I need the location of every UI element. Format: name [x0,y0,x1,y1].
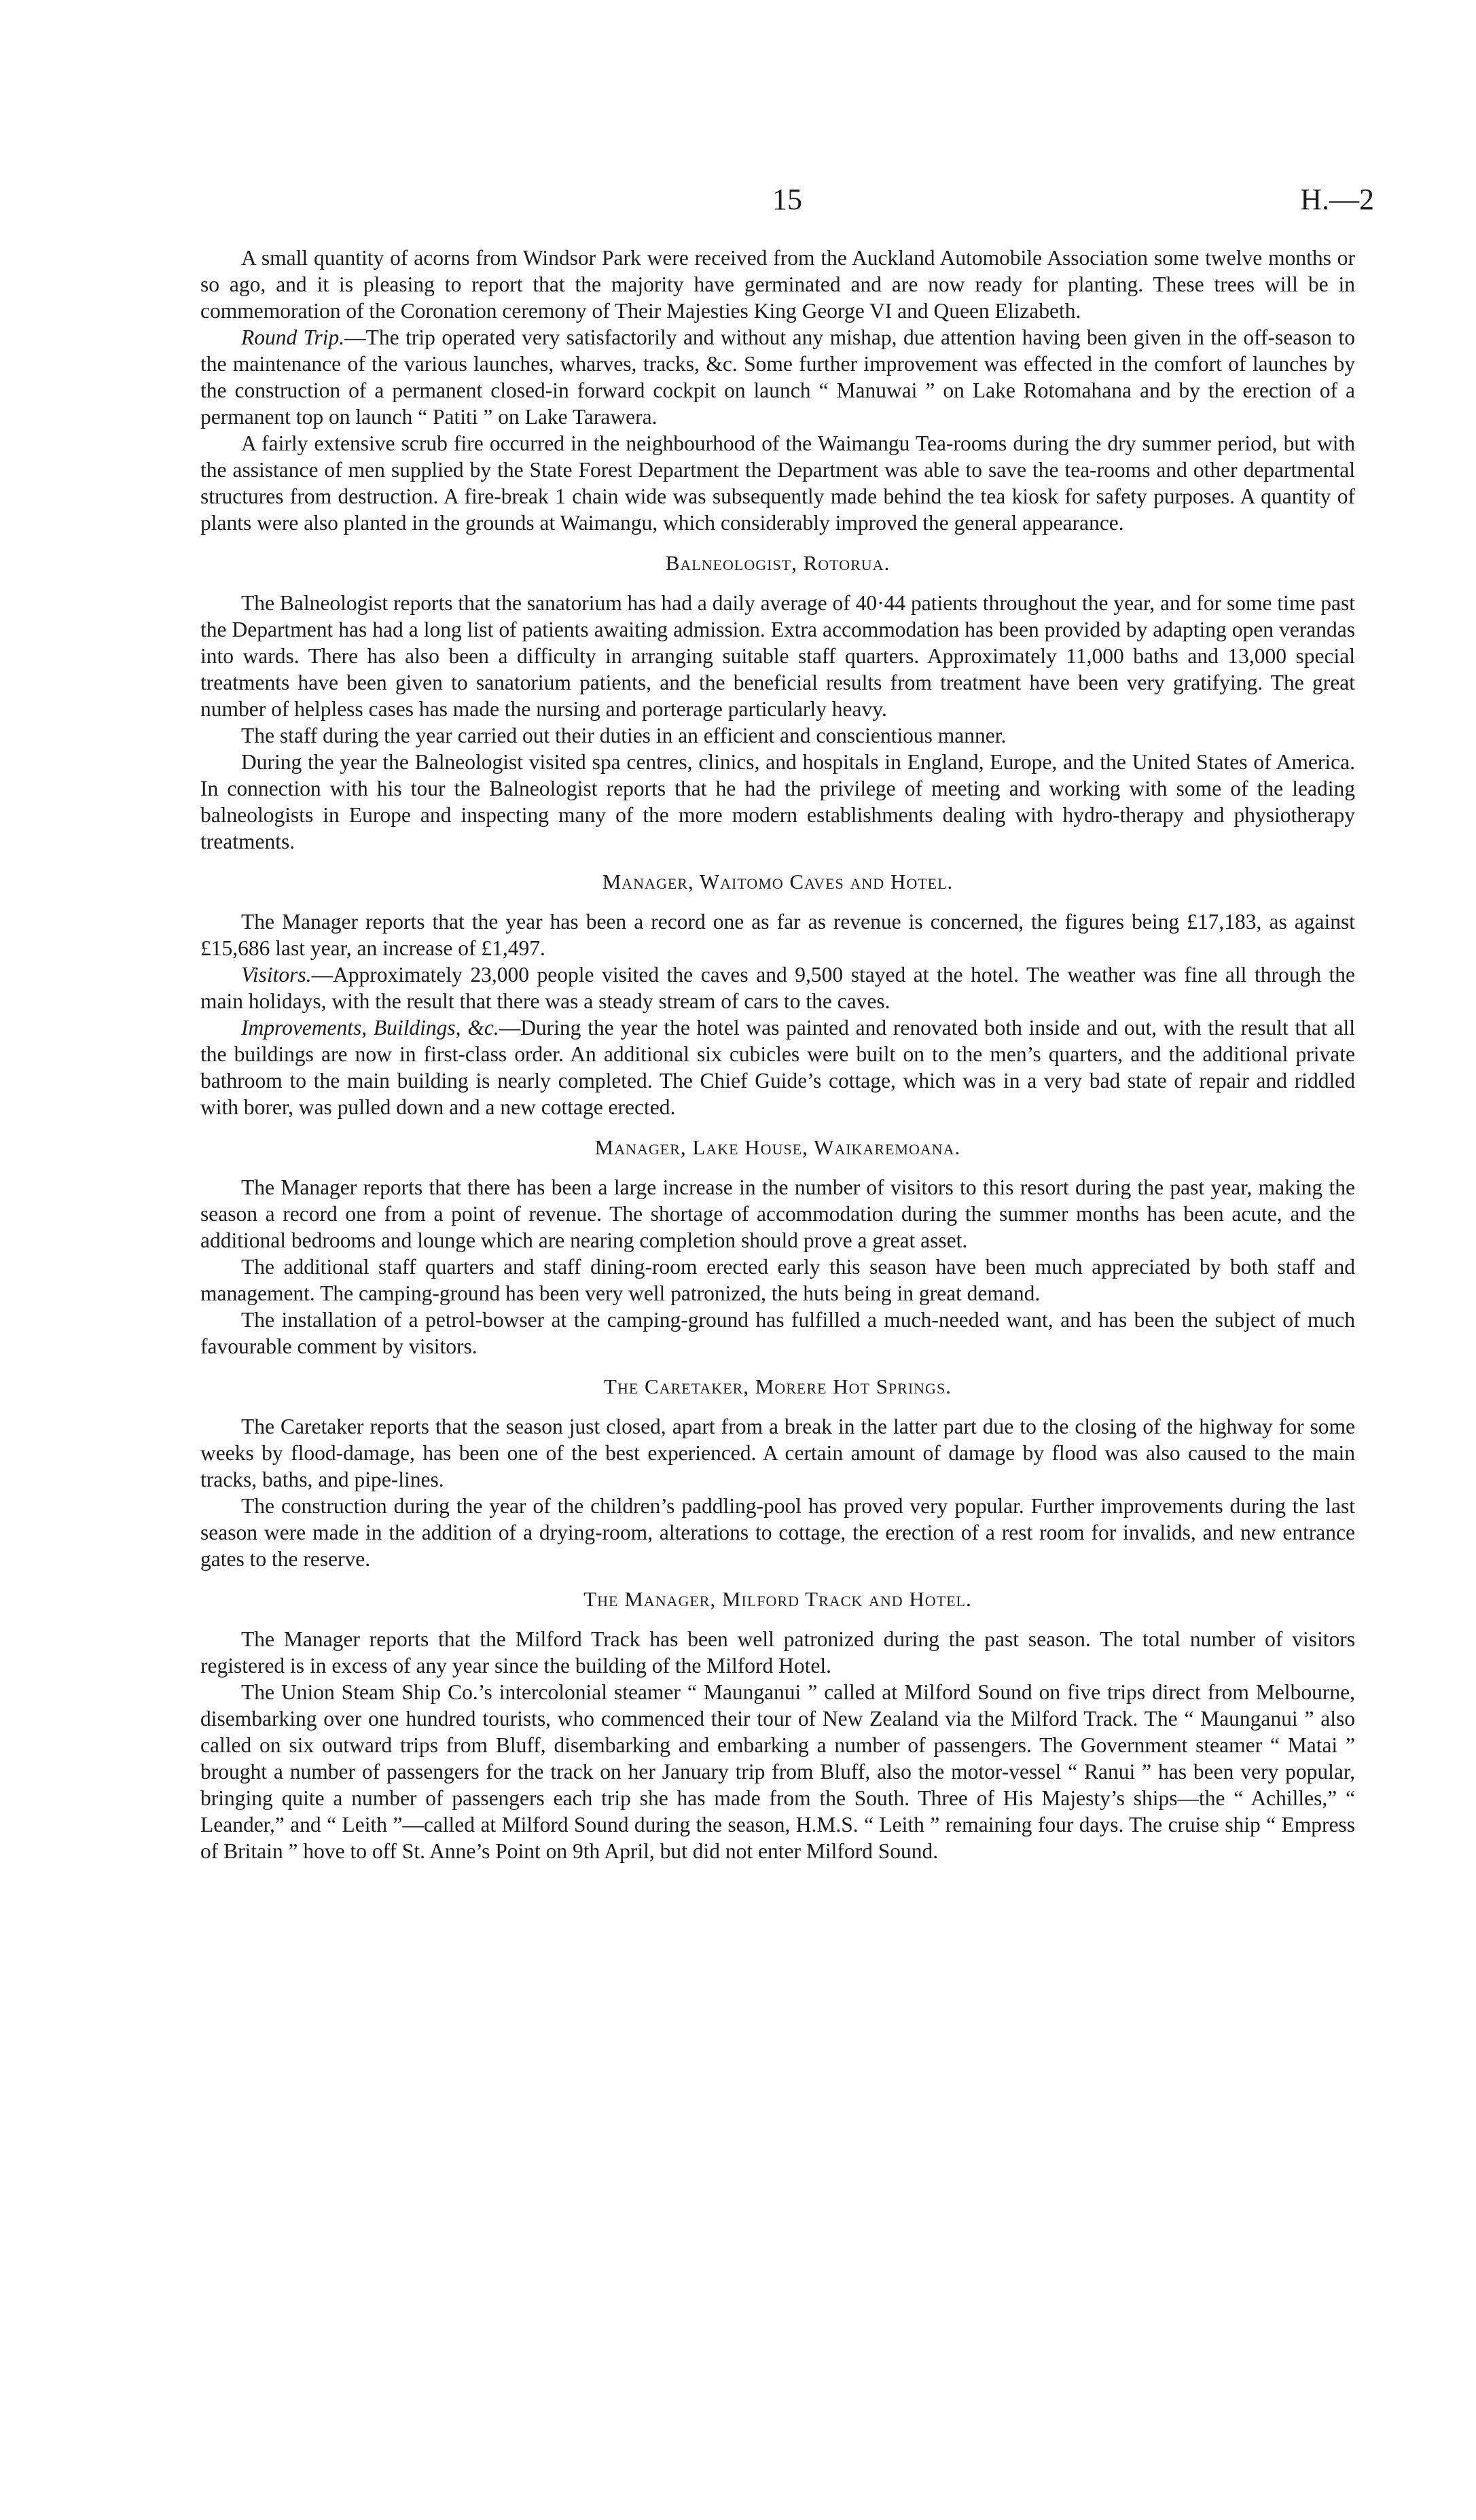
paragraph: The Union Steam Ship Co.’s intercolonial steamer “ Maunganui ” called at Milford Sound on five trips direct from Melbourne, disembarking over one hundred tourists, who commenced their tour of New Zealand via the Milford Track. The “ Maunganui ” also called on six outward trips from Bluff, disembarking and embarking a number of passengers. The Government steamer “ Matai ” brought a number of passengers for the track on her January trip from Bluff, also the motor-vessel “ Ranui ” has been very popular, bringing quite a number of passengers each trip she has made from the South. Three of His Majesty’s ships—the “ Achilles,” “ Leander,” and “ Leith ”—called at Milford Sound during the season, H.M.S. “ Leith ” remaining four days. The cruise ship “ Empress of Britain ” hove to off St. Anne’s Point on 9th April, but did not enter Milford Sound. [200,1680,1355,1863]
section-heading: Balneologist, Rotorua. [665,551,890,575]
paragraph-text: —Approximately 23,000 people visited the caves and 9,500 stayed at the hotel. The weather was fine all through the main holidays, with the result that there was a steady stream of cars to the caves. [200,963,1355,1013]
section-balneologist [200,550,1355,855]
paragraph: The construction during the year of the children’s paddling-pool has proved very popular. Further improvements during the last season were made in the addition of a drying-room, alterations to cottage, the erection of a rest room for invalids, and new entrance gates to the reserve. [200,1494,1355,1571]
page-header [200,182,1374,223]
section-milford [200,1586,1355,1864]
run-in-heading: Round Trip. [241,325,345,349]
paragraph: The Caretaker reports that the season just closed, apart from a break in the latter part due to the closing of the highway for some weeks by flood-damage, has been one of the best experienced. A certain amount of damage by flood was also caused to the main tracks, baths, and pipe-lines. [200,1415,1355,1491]
paragraph [200,1014,1355,1120]
page-body [200,245,1355,1864]
paragraph: During the year the Balneologist visited spa centres, clinics, and hospitals in England, Europe, and the United States of America. In connection with his tour the Balneologist reports that he had the privilege of meeting and working with some of the leading balneologists in Europe and inspecting many of the more modern establishments dealing with hydro-therapy and physiotherapy treatments. [200,750,1355,853]
paragraph [200,961,1355,1014]
document-code: H.—2 [1300,183,1374,216]
page-number: 15 [772,183,802,216]
paragraph: A fairly extensive scrub fire occurred in the neighbourhood of the Waimangu Tea-rooms during the dry summer period, but with the assistance of men supplied by the State Forest Department the Department was able to save the tea-rooms and other departmental structures from destruction. A fire-break 1 chain wide was subsequently made behind the tea kiosk for safety purposes. A quantity of plants were also planted in the grounds at Waimangu, which considerably improved the general appearance. [200,431,1355,535]
section-heading: The Caretaker, Morere Hot Springs. [604,1374,952,1398]
paragraph: The Balneologist reports that the sanatorium has had a daily average of 40·44 patients throughout the year, and for some time past the Department has had a long list of patients awaiting admission. Extra accommodation has been provided by adapting open verandas into wards. There has also been a difficulty in arranging suitable staff quarters. Approximately 11,000 baths and 13,000 special treatments have been given to sanatorium patients, and the beneficial results from treatment have been very gratifying. The great number of helpless cases has made the nursing and porterage particularly heavy. [200,591,1355,721]
section-morere [200,1373,1355,1572]
paragraph: The Manager reports that there has been a large increase in the number of visitors to this resort during the past year, making the season a record one from a point of revenue. The shortage of accommodation during the summer months has been acute, and the additional bedrooms and lounge which are nearing completion should prove a great asset. [200,1175,1355,1252]
paragraph: The installation of a petrol-bowser at the camping-ground has fulfilled a much-needed want, and has been the subject of much favourable comment by visitors. [200,1308,1355,1358]
paragraph-text: —During the year the hotel was painted and renovated both inside and out, with the result that all the buildings are now in first-class order. An additional six cubicles were built on to the men’s quarters, and the additional private bathroom to the main building is nearly completed. The Chief Guide’s cottage, which was in a very bad state of repair and riddled with borer, was pulled down and a new cottage erected. [200,1016,1355,1119]
section-heading: Manager, Lake House, Waikaremoana. [594,1135,961,1159]
section-intro [200,245,1355,536]
run-in-heading: Improvements, Buildings, &c. [241,1016,499,1040]
paragraph: The staff during the year carried out their duties in an efficient and conscientious manner. [241,724,1007,747]
paragraph: A small quantity of acorns from Windsor Park were received from the Auckland Automobile Association some twelve months or so ago, and it is pleasing to report that the majority have germinated and are now ready for planting. These trees will be in commemoration of the Coronation ceremony of Their Majesties King George VI and Queen Elizabeth. [200,246,1355,323]
section-waitomo [200,868,1355,1120]
section-heading: The Manager, Milford Track and Hotel. [583,1587,972,1611]
section-lake-house [200,1134,1355,1360]
paragraph: The Manager reports that the Milford Track has been well patronized during the past season. The total number of visitors registered is in excess of any year since the building of the Milford Hotel. [200,1627,1355,1678]
paragraph [200,324,1355,430]
run-in-heading: Visitors. [241,963,312,987]
paragraph: The Manager reports that the year has been a record one as far as revenue is concerned, the figures being £17,183, as against £15,686 last year, an increase of £1,497. [200,910,1355,960]
paragraph-text: —The trip operated very satisfactorily and without any mishap, due attention having been given in the off-season to the maintenance of the various launches, wharves, tracks, &c. Some further improvement was effected in the comfort of launches by the construction of a permanent closed-in forward cockpit on launch “ Manuwai ” on Lake Rotomahana and by the erection of a permanent top on launch “ Patiti ” on Lake Tarawera. [200,325,1355,429]
section-heading: Manager, Waitomo Caves and Hotel. [602,870,954,893]
paragraph: The additional staff quarters and staff dining-room erected early this season have been much appreciated by both staff and management. The camping-ground has been very well patronized, the huts being in great demand. [200,1255,1355,1305]
